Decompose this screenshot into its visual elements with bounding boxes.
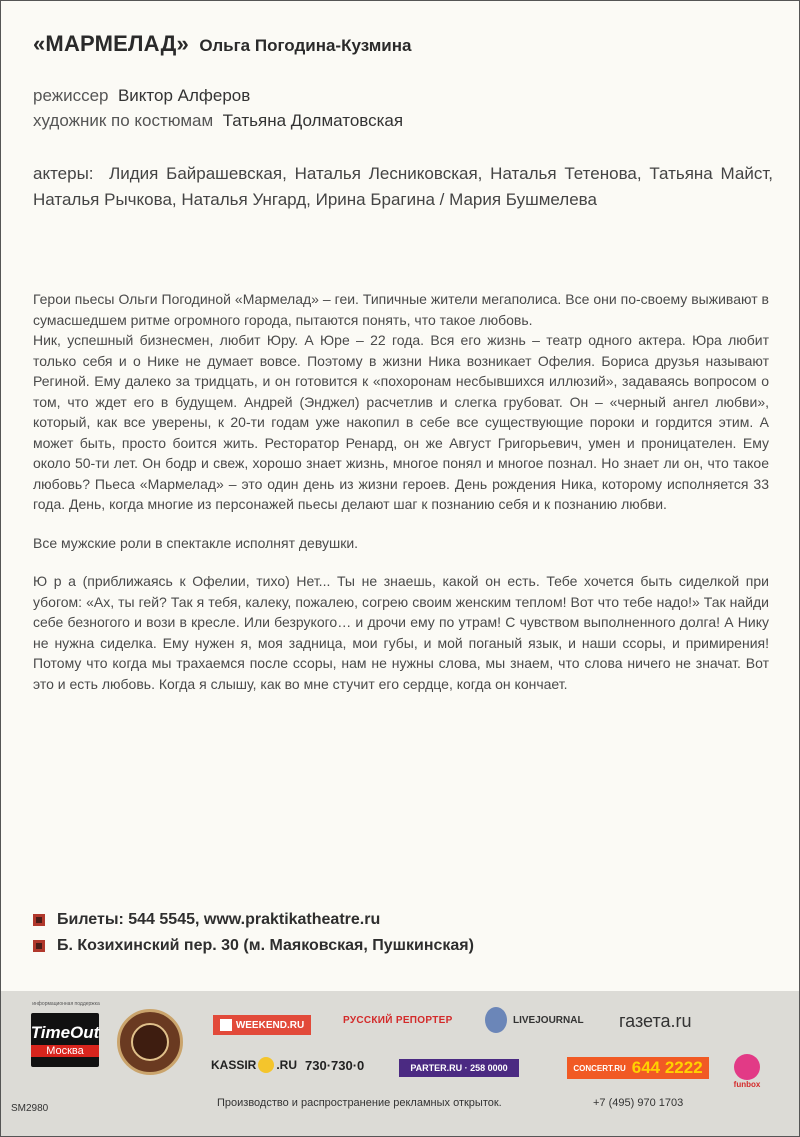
square-bullet-icon (33, 914, 45, 926)
address-row (33, 933, 474, 959)
kassir-logo (211, 1057, 364, 1073)
kassir-ru: .RU (276, 1058, 298, 1072)
description (33, 289, 769, 694)
actors-list: Лидия Байрашевская, Наталья Лесниковская, Наталья Тетенова, Татьяна Майст, Наталья Рычкова, Наталья Унгард, Ирина Брагина / Мария Бушмелева (33, 164, 773, 209)
title-line (33, 31, 411, 57)
costume-line (33, 108, 773, 133)
russian-reporter-logo: РУССКИЙ РЕПОРТЕР (343, 1015, 453, 1026)
coffee-cup-icon (131, 1023, 169, 1061)
costume-name: Татьяна Долматовская (222, 111, 404, 130)
weekend-square-icon (220, 1019, 232, 1031)
address-text: Б. Козихинский пер. 30 (м. Маяковская, Пушкинская) (57, 937, 474, 954)
gazeta-logo: газета.ru (619, 1011, 692, 1031)
contacts-block (33, 907, 474, 959)
actors-label: актеры: (33, 164, 94, 183)
costume-label: художник по костюмам (33, 111, 214, 130)
paragraph-note: Все мужские роли в спектакле исполнят девушки. (33, 534, 359, 551)
funbox-ball-icon (734, 1054, 760, 1080)
parter-logo: PARTER.RU · 258 0000 (399, 1059, 519, 1077)
tickets-text: Билеты: 544 5545, www.praktikatheatre.ru (57, 911, 381, 928)
director-label: режиссер (33, 86, 109, 105)
timeout-logo (30, 1001, 100, 1067)
funbox-text: funbox (733, 1079, 761, 1089)
square-bullet-icon (33, 940, 45, 952)
funbox-logo (727, 1051, 767, 1091)
director-name: Виктор Алферов (117, 86, 251, 105)
concert-label: CONCERT.RU (573, 1063, 626, 1073)
play-title: «МАРМЕЛАД» (33, 31, 189, 56)
sponsors-footer (1, 991, 799, 1136)
production-phone: +7 (495) 970 1703 (593, 1097, 684, 1109)
timeout-main: TimeOut (30, 1023, 100, 1042)
weekend-logo (213, 1015, 311, 1035)
kassir-phone: 730·730·0 (305, 1057, 365, 1073)
paragraph-quote: Ю р а (приближаясь к Офелии, тихо) Нет... Ты не знаешь, какой он есть. Тебе хочется быть сиделкой при убогом: «Ах, ты гей? Так я тебя, калеку, пожалею, согрею своим женским теплом! Вот что тебе надо!» Так найди себе безногого и вози в кресле. Или безрукого… и дрочи ему по утрам! С чувством выполненного долга! А Нику не нужна сиделка. Ему нужен я, моя задница, мои губы, и мой поганый язык, и наши ссоры, и примирения! Потому что когда мы трахаемся после ссоры, нам не нужны слова, мы знаем, что слова ничего не значат. Вот это и есть любовь. Когда я слышу, как во мне стучит его сердце, когда он кончает. (33, 573, 769, 692)
smiley-face-icon (258, 1057, 274, 1073)
livejournal-text: LIVEJOURNAL (513, 1014, 584, 1026)
card-code: SM2980 (11, 1103, 49, 1114)
director-line (33, 83, 773, 108)
coffee-house-logo (117, 1009, 183, 1075)
livejournal-logo (485, 1007, 584, 1033)
production-note: Производство и распространение рекламных открыток. (217, 1097, 502, 1109)
actors-block (33, 161, 773, 213)
timeout-city: Москва (31, 1045, 99, 1057)
concert-phone: 644 2222 (631, 1058, 703, 1077)
paragraph-characters: Ник, успешный бизнесмен, любит Юру. А Юре – 22 года. Вся его жизнь – театр одного актера. Юра любит только себя и о Нике не думает вовсе. Поэтому в жизни Ника возникает Офелия. Бориса друзья называют Региной. Ему далеко за тридцать, и он готовится к «похоронам несбывшихся иллюзий», задаваясь вопросом о том, что ждет его в будущем. Андрей (Энджел) расчетлив и слегка грубоват. Он – «черный ангел любви», который, как все уверены, к 20-ти годам уже накопил в себе все существующие пороки и гордится этим. А может быть, просто боится жить. Ресторатор Ренард, он же Август Григорьевич, умен и проницателен. Ему около 50-ти лет. Он бодр и свеж, хорошо знает жизнь, многое понял и многое познал. Но знает ли он, что такое любовь? Пьеса «Мармелад» – это один день из жизни героев. День рождения Ника, которому исполняется 33 года. День, когда многие из персонажей пьесы делают шаг к познанию себя и к познанию любви. (33, 332, 769, 512)
kassir-text: KASSIR (211, 1058, 257, 1072)
weekend-text: WEEKEND.RU (235, 1019, 305, 1031)
play-author: Ольга Погодина-Кузмина (199, 36, 412, 55)
concert-logo (567, 1057, 709, 1079)
tickets-row (33, 907, 474, 933)
livejournal-pen-icon (485, 1007, 507, 1033)
credits-block (33, 83, 773, 133)
timeout-tagline: информационная поддержка (32, 1001, 100, 1007)
paragraph-intro: Герои пьесы Ольги Погодиной «Мармелад» – геи. Типичные жители мегаполиса. Все они по-своему выживают в сумасшедшем ритме огромного города, пытаются понять, что такое любовь. (33, 291, 769, 328)
